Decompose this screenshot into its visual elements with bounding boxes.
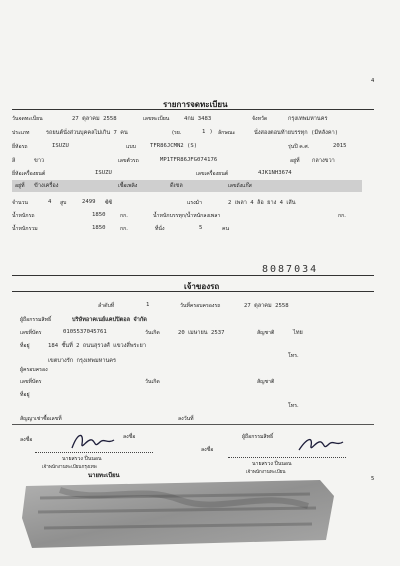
holder-sig-label: ผู้ถือกรรมสิทธิ์: [242, 434, 274, 440]
axles-wheels: 2 เพลา 4 ล้อ ยาง 4 เส้น: [228, 200, 296, 206]
seats: 5: [199, 225, 203, 231]
cylinders-label: จำนวน: [12, 200, 28, 206]
chassis-label: เลขตัวรถ: [118, 158, 139, 164]
signature-right-icon: [295, 432, 345, 456]
seats-unit: คน: [222, 226, 230, 232]
smudged-tape-overlay: [20, 478, 340, 554]
province: กรุงเทพมหานคร: [288, 116, 328, 122]
address-line-1: 184 ชั้นที่ 2 ถนนสุรวงศ์ แขวงสี่พระยา: [48, 343, 146, 349]
owner-rule-bottom: [12, 291, 374, 292]
engine-brand-label: ยี่ห้อเครื่องยนต์: [12, 171, 46, 177]
location: กลางขวา: [312, 158, 335, 164]
serial-number-partial: 8087034: [262, 264, 319, 275]
registration-title: รายการจดทะเบียน: [163, 100, 228, 109]
vehicle-weight: 1850: [92, 212, 106, 218]
fuel: ดีเซล: [170, 183, 183, 189]
tel2-label: โทร.: [288, 403, 299, 409]
left-signer-name: นายสรวง ปิ่นนอน: [62, 456, 102, 462]
color-label: สี: [12, 158, 16, 164]
engine-row-highlight: [12, 180, 362, 192]
year: 2015: [333, 143, 347, 149]
engine-cc: 2499: [82, 199, 96, 205]
card-label: เลขที่บัตร: [20, 330, 42, 336]
weight-label: น้ำหนักรถ: [12, 213, 35, 219]
order-number: 1: [146, 302, 150, 308]
card2-label: เลขที่บัตร: [20, 379, 42, 385]
address-label: ที่อยู่: [20, 343, 30, 349]
reg-no: 4กม 3483: [184, 116, 212, 122]
sig-line-right: [228, 457, 346, 458]
title-rule: [12, 109, 374, 110]
tel-label: โทร.: [288, 353, 299, 359]
left-stamp-text: นายทะเบียน: [88, 472, 120, 479]
model: TFR86JCMN2 (S): [150, 143, 198, 149]
seats-label: ที่นั่ง: [155, 226, 165, 232]
page-number-top: 4: [371, 78, 375, 84]
fuel-label: เชื้อเพลิง: [118, 183, 138, 189]
sign-label-left: ลงชื่อ: [20, 437, 33, 443]
signature-left-icon: [68, 428, 118, 454]
nationality2-label: สัญชาติ: [257, 379, 275, 385]
card-number: 0105537045761: [63, 329, 107, 335]
owner-rule-top: [12, 275, 374, 276]
model-label: แบบ: [126, 144, 136, 150]
address2-label: ที่อยู่: [20, 392, 30, 398]
contract-date-label: ลงวันที่: [178, 416, 194, 422]
load-unit: กก.: [338, 213, 346, 219]
holder-name: บริษัทอาคเนย์แคปปิตอล จำกัด: [72, 317, 147, 323]
location-label: อยู่ที่: [290, 158, 300, 164]
order-label: ลำดับที่: [98, 303, 115, 309]
rs-value: 1: [202, 129, 206, 135]
page-number-bottom: 5: [371, 476, 375, 482]
rs-label: (รย.: [172, 130, 182, 136]
gross-unit: กก.: [120, 226, 128, 232]
possessor-label: ผู้ครอบครอง: [20, 367, 48, 373]
nature-label: ลักษณะ: [218, 130, 236, 136]
cylinders-unit: สูบ: [60, 200, 67, 206]
birthdate-label: วันเกิด: [145, 330, 160, 336]
load-label: น้ำหนักบรรทุก/น้ำหนักลงเพลา: [153, 213, 221, 219]
signature-rule: [12, 424, 374, 425]
gross-weight: 1850: [92, 225, 106, 231]
left-signer-position: เจ้าพนักงานทะเบียนกรุงเทพ: [42, 465, 97, 470]
engine-brand: ISUZU: [95, 170, 112, 176]
sig-line-left: [35, 452, 153, 453]
reg-date-label: วันจดทะเบียน: [12, 116, 43, 122]
nationality: ไทย: [293, 330, 303, 336]
nationality-label: สัญชาติ: [257, 330, 275, 336]
sign-label-right: ลงชื่อ: [201, 447, 214, 453]
address-line-2: เขตบางรัก กรุงเทพมหานคร: [48, 358, 117, 364]
gross-weight-label: น้ำหนักรวม: [12, 226, 38, 232]
reg-no-label: เลขทะเบียน: [143, 116, 170, 122]
year-label: รุ่นปี ค.ศ.: [288, 144, 310, 150]
engine-loc-label: อยู่ที่: [15, 183, 25, 189]
owner-title: เจ้าของรถ: [184, 282, 220, 291]
cc-unit: ซีซี: [105, 200, 113, 206]
rs-close: ): [210, 129, 213, 135]
brand: ISUZU: [52, 143, 69, 149]
brand-label: ยี่ห้อรถ: [12, 144, 28, 150]
cylinders: 4: [48, 199, 52, 205]
engine-no-label: เลขเครื่องยนต์: [196, 171, 229, 177]
gas-tank-label: เลขถังแก๊ส: [228, 183, 252, 189]
horsepower-label: แรงม้า: [187, 200, 202, 206]
birthdate2-label: วันเกิด: [145, 379, 160, 385]
own-date: 27 ตุลาคม 2558: [244, 303, 289, 309]
birthdate: 20 เมษายน 2537: [178, 330, 225, 336]
own-date-label: วันที่ครอบครองรถ: [180, 303, 221, 309]
type-label: ประเภท: [12, 130, 30, 136]
engine-number: 4JK1NH3674: [258, 170, 292, 176]
reg-date: 27 ตุลาคม 2558: [72, 116, 117, 122]
right-signer-position: เจ้าพนักงานทะเบียน: [246, 470, 286, 475]
color: ขาว: [34, 158, 45, 164]
sign-label-mid: ลงชื่อ: [123, 434, 136, 440]
nature: นั่งสองตอนท้ายบรรทุก (มีหลังคา): [254, 130, 339, 136]
right-signer-name: นายสรวง ปิ่นนอน: [252, 461, 292, 467]
contract-label: สัญญาเช่าซื้อเลขที่: [20, 416, 62, 422]
vehicle-type: รถยนต์นั่งส่วนบุคคลไม่เกิน 7 คน: [46, 130, 128, 136]
province-label: จังหวัด: [252, 116, 268, 122]
weight-unit: กก.: [120, 213, 128, 219]
holder-label: ผู้ถือกรรมสิทธิ์: [20, 317, 52, 323]
engine-location: ข้างเครื่อง: [34, 183, 59, 189]
chassis-number: MP1TFR86JFG074176: [160, 157, 218, 163]
